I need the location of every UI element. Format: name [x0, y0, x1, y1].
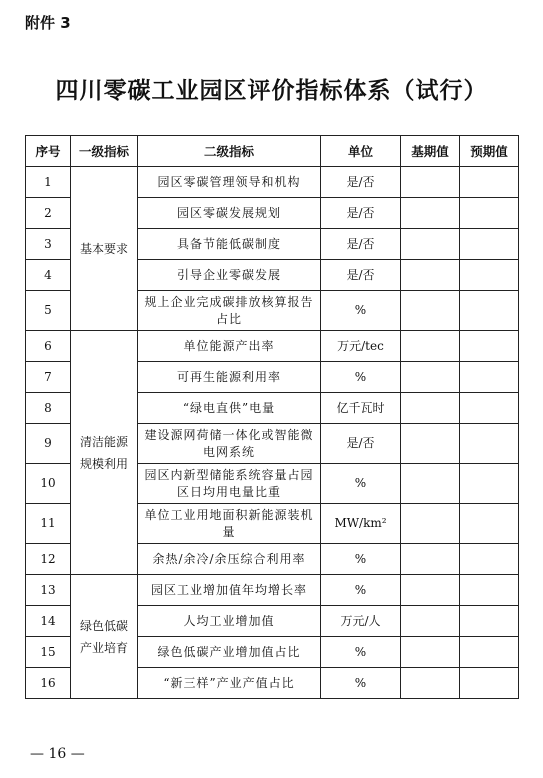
level1-indicator: 清洁能源规模利用: [71, 331, 138, 575]
row-number: 8: [26, 393, 71, 424]
base-value-cell: [401, 575, 460, 606]
row-number: 2: [26, 198, 71, 229]
unit: MW/km²: [321, 504, 401, 544]
unit: %: [321, 544, 401, 575]
expected-value-cell: [460, 260, 519, 291]
row-number: 11: [26, 504, 71, 544]
expected-value-cell: [460, 198, 519, 229]
level2-indicator: 人均工业增加值: [138, 606, 321, 637]
level2-indicator: “新三样”产业产值占比: [138, 668, 321, 699]
unit: 是/否: [321, 167, 401, 198]
base-value-cell: [401, 606, 460, 637]
unit: %: [321, 291, 401, 331]
base-value-cell: [401, 291, 460, 331]
base-value-cell: [401, 424, 460, 464]
row-number: 14: [26, 606, 71, 637]
expected-value-cell: [460, 362, 519, 393]
level2-indicator: 单位工业用地面积新能源装机量: [138, 504, 321, 544]
expected-value-cell: [460, 393, 519, 424]
row-number: 7: [26, 362, 71, 393]
unit: 万元/人: [321, 606, 401, 637]
base-value-cell: [401, 362, 460, 393]
row-number: 16: [26, 668, 71, 699]
expected-value-cell: [460, 504, 519, 544]
level2-indicator: 引导企业零碳发展: [138, 260, 321, 291]
indicator-table: [25, 135, 519, 699]
row-number: 13: [26, 575, 71, 606]
header-no: 序号: [26, 136, 71, 167]
expected-value-cell: [460, 606, 519, 637]
row-number: 3: [26, 229, 71, 260]
base-value-cell: [401, 198, 460, 229]
base-value-cell: [401, 167, 460, 198]
base-value-cell: [401, 637, 460, 668]
expected-value-cell: [460, 167, 519, 198]
unit: 是/否: [321, 424, 401, 464]
base-value-cell: [401, 331, 460, 362]
row-number: 9: [26, 424, 71, 464]
level2-indicator: 单位能源产出率: [138, 331, 321, 362]
header-expected-value: 预期值: [460, 136, 519, 167]
base-value-cell: [401, 544, 460, 575]
expected-value-cell: [460, 464, 519, 504]
row-number: 15: [26, 637, 71, 668]
unit: %: [321, 464, 401, 504]
level1-indicator: 基本要求: [71, 167, 138, 331]
base-value-cell: [401, 229, 460, 260]
level1-indicator: 绿色低碳产业培育: [71, 575, 138, 699]
expected-value-cell: [460, 229, 519, 260]
level2-indicator: 余热/余冷/余压综合利用率: [138, 544, 321, 575]
level2-indicator: 园区内新型储能系统容量占园区日均用电量比重: [138, 464, 321, 504]
header-unit: 单位: [321, 136, 401, 167]
row-number: 5: [26, 291, 71, 331]
expected-value-cell: [460, 637, 519, 668]
row-number: 12: [26, 544, 71, 575]
expected-value-cell: [460, 575, 519, 606]
base-value-cell: [401, 464, 460, 504]
row-number: 6: [26, 331, 71, 362]
row-number: 1: [26, 167, 71, 198]
unit: 是/否: [321, 229, 401, 260]
expected-value-cell: [460, 424, 519, 464]
level2-indicator: 园区零碳发展规划: [138, 198, 321, 229]
unit: %: [321, 637, 401, 668]
level2-indicator: 建设源网荷储一体化或智能微电网系统: [138, 424, 321, 464]
unit: 万元/tec: [321, 331, 401, 362]
header-level1: 一级指标: [71, 136, 138, 167]
base-value-cell: [401, 393, 460, 424]
level2-indicator: 具备节能低碳制度: [138, 229, 321, 260]
level2-indicator: 园区零碳管理领导和机构: [138, 167, 321, 198]
table-header-row: [26, 136, 519, 167]
expected-value-cell: [460, 668, 519, 699]
page-title: 四川零碳工业园区评价指标体系（试行）: [55, 78, 488, 104]
level2-indicator: 绿色低碳产业增加值占比: [138, 637, 321, 668]
page-number: — 16 —: [30, 746, 85, 762]
unit: %: [321, 362, 401, 393]
table-row: [26, 575, 519, 606]
base-value-cell: [401, 668, 460, 699]
base-value-cell: [401, 260, 460, 291]
row-number: 4: [26, 260, 71, 291]
unit: 是/否: [321, 260, 401, 291]
unit: %: [321, 668, 401, 699]
level2-indicator: 规上企业完成碳排放核算报告占比: [138, 291, 321, 331]
unit: 亿千瓦时: [321, 393, 401, 424]
table-row: [26, 331, 519, 362]
header-level2: 二级指标: [138, 136, 321, 167]
level2-indicator: 可再生能源利用率: [138, 362, 321, 393]
base-value-cell: [401, 504, 460, 544]
expected-value-cell: [460, 544, 519, 575]
expected-value-cell: [460, 291, 519, 331]
row-number: 10: [26, 464, 71, 504]
expected-value-cell: [460, 331, 519, 362]
unit: %: [321, 575, 401, 606]
table-row: [26, 167, 519, 198]
attachment-label: 附件 3: [25, 14, 71, 32]
level2-indicator: “绿电直供”电量: [138, 393, 321, 424]
header-base-value: 基期值: [401, 136, 460, 167]
level2-indicator: 园区工业增加值年均增长率: [138, 575, 321, 606]
unit: 是/否: [321, 198, 401, 229]
